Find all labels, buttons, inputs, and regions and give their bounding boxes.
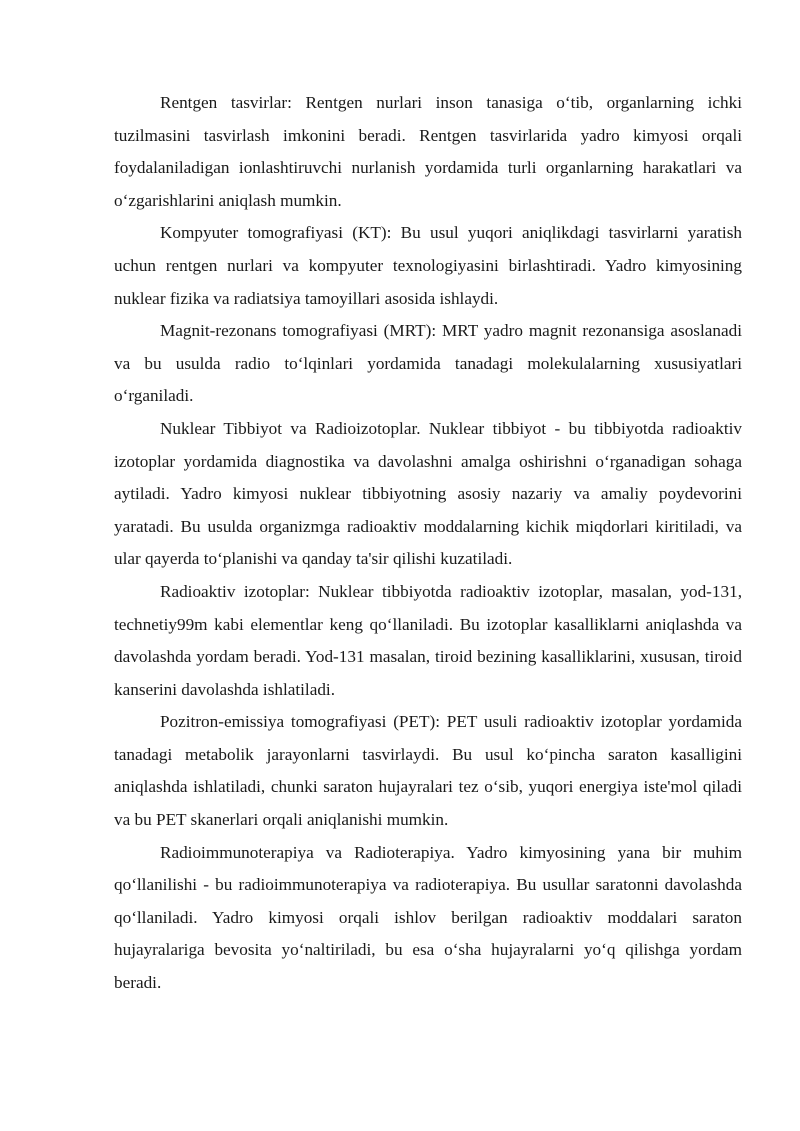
- paragraph-mrt: Magnit-rezonans tomografiyasi (MRT): MRT yadro magnit rezonansiga asoslanadi va bu usulda radio to‘lqinlari yordamida tanadagi molekulalarning xususiyatlari o‘rganiladi.: [114, 321, 742, 406]
- paragraph-radioactive-isotopes: Radioaktiv izotoplar: Nuklear tibbiyotda radioaktiv izotoplar, masalan, yod-131, technetiy99m kabi elementlar keng qo‘llaniladi. Bu izotoplar kasalliklarni aniqlashda va davolashda yordam beradi. Yod-131 masalan, tiroid bezining kasalliklarini, xususan, tiroid kanserini davolashda ishlatiladi.: [114, 581, 742, 699]
- paragraph-pet: Pozitron-emissiya tomografiyasi (PET): PET usuli radioaktiv izotoplar yordamida tanadagi metabolik jarayonlarni tasvirlaydi. Bu usul ko‘pincha saraton kasalligini aniqlashda ishlatiladi, chunki saraton hujayralari tez o‘sib, yuqori energiya iste'mol qiladi va bu PET skanerlari orqali aniqlanishi mumkin.: [114, 712, 742, 830]
- paragraph-radioimmunotherapy: Radioimmunoterapiya va Radioterapiya. Yadro kimyosining yana bir muhim qo‘llanilishi - bu radioimmunoterapiya va radioterapiya. Bu usullar saratonni davolashda qo‘llaniladi. Yadro kimyosi orqali ishlov berilgan radioaktiv moddalari saraton hujayralariga bevosita yo‘naltiriladi, bu esa o‘sha hujayralarni yo‘q qilishga yordam beradi.: [114, 842, 742, 993]
- document-page: [114, 87, 742, 1000]
- paragraph-nuclear-medicine: Nuklear Tibbiyot va Radioizotoplar. Nuklear tibbiyot - bu tibbiyotda radioaktiv izotoplar yordamida diagnostika va davolashni amalga oshirishni o‘rganadigan sohaga aytiladi. Yadro kimyosi nuklear tibbiyotning asosiy nazariy va amaliy poydevorini yaratadi. Bu usulda organizmga radioaktiv moddalarning kichik miqdorlari kiritiladi, va ular qayerda to‘planishi va qanday ta'sir qilishi kuzatiladi.: [114, 418, 742, 569]
- paragraph-rentgen: Rentgen tasvirlar: Rentgen nurlari inson tanasiga o‘tib, organlarning ichki tuzilmasini tasvirlash imkonini beradi. Rentgen tasvirlarida yadro kimyosi orqali foydalaniladigan ionlashtiruvchi nurlanish yordamida turli organlarning harakatlari va o‘zgarishlarini aniqlash mumkin.: [114, 93, 742, 210]
- paragraph-kt: Kompyuter tomografiyasi (KT): Bu usul yuqori aniqlikdagi tasvirlarni yaratish uchun rentgen nurlari va kompyuter texnologiyasini birlashtiradi. Yadro kimyosining nuklear fizika va radiatsiya tamoyillari asosida ishlaydi.: [114, 223, 742, 308]
